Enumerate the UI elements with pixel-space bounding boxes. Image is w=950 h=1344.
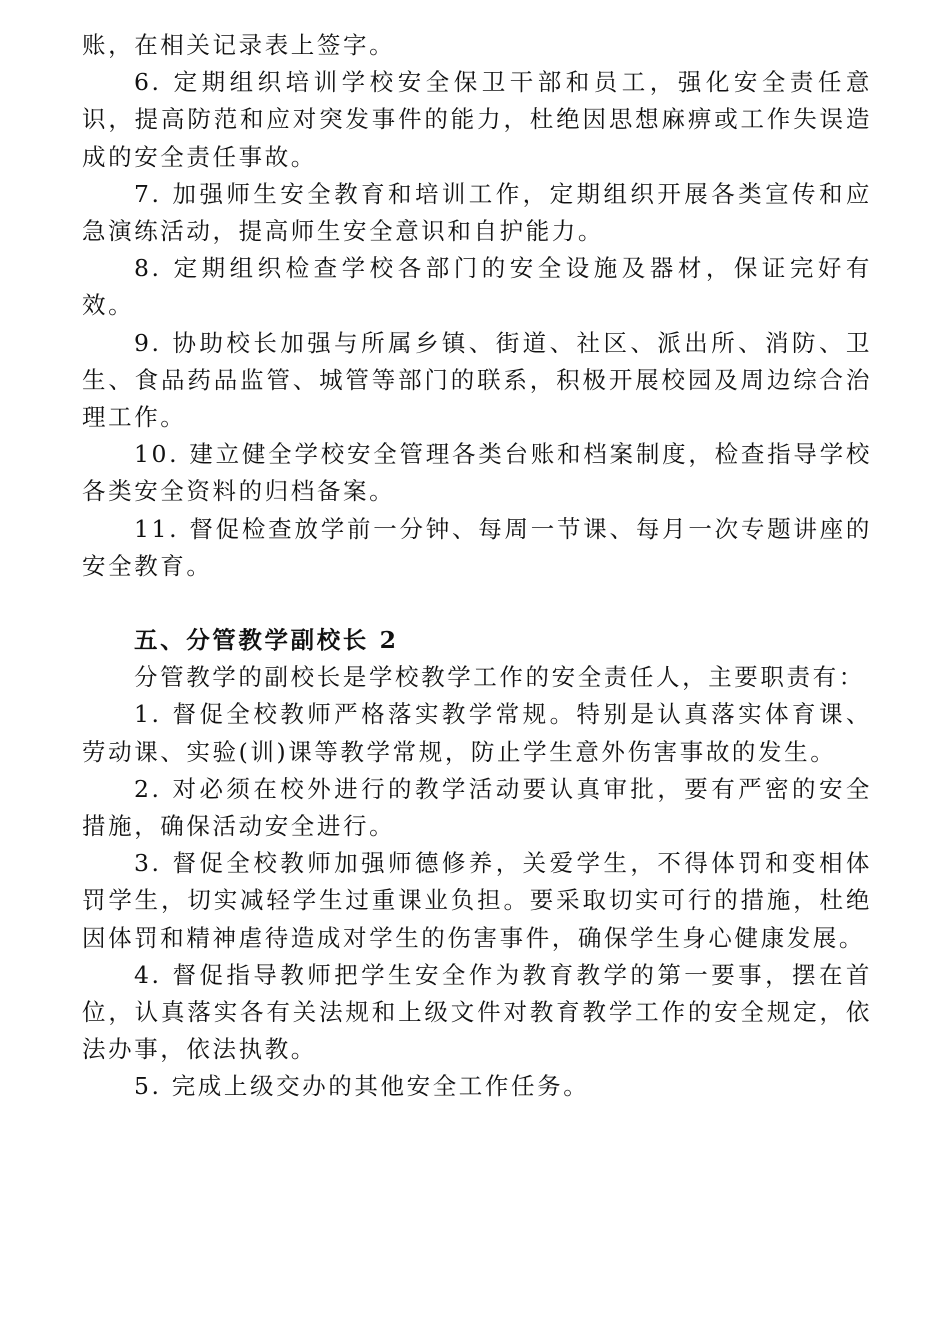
- section-gap: [82, 585, 872, 622]
- duty-item-6: 6. 定期组织培训学校安全保卫干部和员工，强化安全责任意识，提高防范和应对突发事件的能力，杜绝因思想麻痹或工作失误造成的安全责任事故。: [82, 68, 872, 171]
- section-heading: 五、分管教学副校长 2: [134, 626, 399, 655]
- duty-item-10: 10. 建立健全学校安全管理各类台账和档案制度，检查指导学校各类安全资料的归档备案。: [82, 440, 872, 506]
- duty-item-9: 9. 协助校长加强与所属乡镇、街道、社区、派出所、消防、卫生、食品药品监管、城管等部门的联系，积极开展校园及周边综合治理工作。: [82, 328, 872, 432]
- teaching-duty-item-2: 2. 对必须在校外进行的教学活动要认真审批，要有严密的安全措施，确保活动安全进行。: [82, 774, 872, 841]
- teaching-duty-item-1: 1. 督促全校教师严格落实教学常规。特别是认真落实体育课、劳动课、实验(训)课等教学常规，防止学生意外伤害事故的发生。: [82, 700, 872, 766]
- duty-item-8: 8. 定期组织检查学校各部门的安全设施及器材，保证完好有效。: [82, 254, 872, 320]
- duty-item-11: 11. 督促检查放学前一分钟、每周一节课、每月一次专题讲座的安全教育。: [82, 514, 872, 580]
- duty-item-7: 7. 加强师生安全教育和培训工作，定期组织开展各类宣传和应急演练活动，提高师生安全意识和自护能力。: [82, 179, 872, 246]
- teaching-duty-item-4: 4. 督促指导教师把学生安全作为教育教学的第一要事，摆在首位，认真落实各有关法规和上级文件对教育教学工作的安全规定，依法办事，依法执教。: [82, 960, 872, 1064]
- document-page: [82, 27, 872, 1106]
- continuation-text: 账，在相关记录表上签字。: [82, 31, 396, 59]
- teaching-duty-item-5: 5. 完成上级交办的其他安全工作任务。: [134, 1072, 590, 1101]
- teaching-duty-item-3: 3. 督促全校教师加强师德修养，关爱学生，不得体罚和变相体罚学生，切实减轻学生过重课业负担。要采取切实可行的措施，杜绝因体罚和精神虐待造成对学生的伤害事件，确保学生身心健康发展。: [82, 849, 872, 952]
- section-intro: 分管教学的副校长是学校教学工作的安全责任人，主要职责有：: [134, 663, 865, 692]
